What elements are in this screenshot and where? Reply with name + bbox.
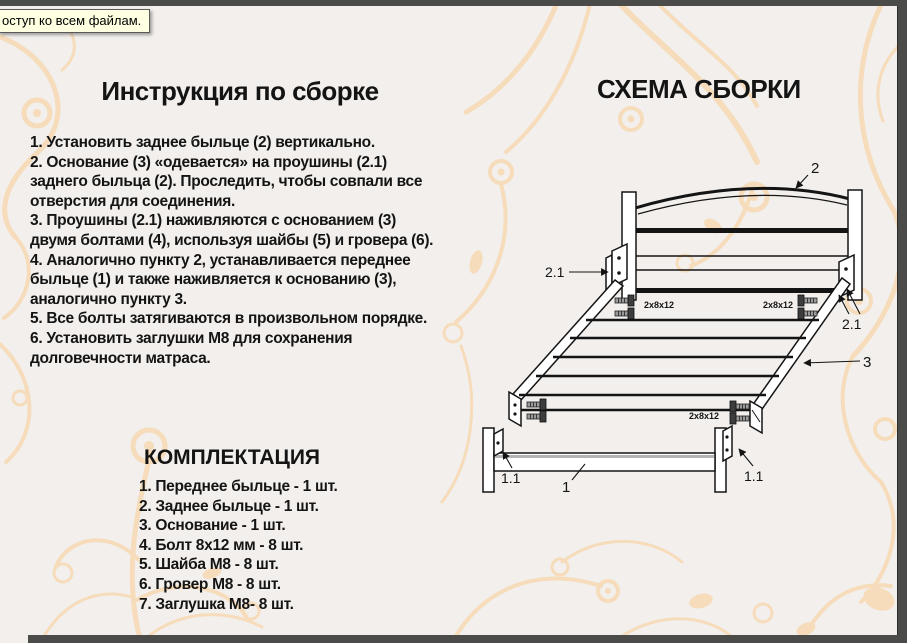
label-lug-left: 2.1 bbox=[545, 264, 565, 280]
instruction-line: двумя болтами (4), используя шайбы (5) и гровера (6). bbox=[30, 231, 434, 249]
label-front-lug-left: 1.1 bbox=[501, 470, 521, 486]
instruction-line: 2. Основание (3) «одевается» на проушины (2.1) bbox=[30, 153, 387, 171]
kit-item: 2. Заднее быльце - 1 шт. bbox=[139, 497, 319, 515]
window-right-bar bbox=[897, 0, 907, 643]
label-bolt-spec: 2x8x12 bbox=[644, 300, 675, 310]
label-lug-right: 2.1 bbox=[842, 316, 862, 332]
kit-item: 7. Заглушка М8- 8 шт. bbox=[139, 595, 294, 613]
instruction-line: 5. Все болты затягиваются в произвольном порядке. bbox=[30, 310, 428, 328]
instruction-line: заднего быльца (2). Проследить, чтобы совпали все bbox=[30, 173, 423, 191]
instruction-line: 6. Установить заглушки М8 для сохранения bbox=[30, 329, 353, 347]
front-lug-right-plate bbox=[723, 426, 732, 461]
base-drawing bbox=[509, 278, 850, 433]
instructions-title: Инструкция по сборке bbox=[101, 76, 379, 106]
kit-item: 6. Гровер М8 - 8 шт. bbox=[139, 575, 281, 593]
window-top-bar bbox=[0, 0, 907, 6]
schema-title: СХЕМА СБОРКИ bbox=[597, 74, 801, 104]
instruction-line: быльце (1) и также наживляется к основанию (3), bbox=[30, 271, 397, 289]
assembly-diagram bbox=[465, 152, 905, 502]
kit-item: 1. Переднее быльце - 1 шт. bbox=[139, 478, 338, 495]
label-front-lug-right: 1.1 bbox=[744, 468, 764, 484]
label-headboard: 2 bbox=[811, 160, 820, 177]
rail-endcap-left bbox=[509, 392, 521, 426]
bolt bbox=[615, 308, 634, 319]
instruction-line: долговечности матраса. bbox=[30, 349, 211, 367]
bolt bbox=[527, 411, 546, 422]
instruction-line: аналогично пункту 3. bbox=[30, 290, 187, 308]
kit-item: 3. Основание - 1 шт. bbox=[139, 517, 286, 535]
kit-title: КОМПЛЕКТАЦИЯ bbox=[144, 446, 321, 469]
instruction-line: 1. Установить заднее быльце (2) вертикально. bbox=[30, 134, 375, 151]
label-base: 3 bbox=[863, 354, 872, 371]
bolt bbox=[798, 295, 817, 306]
tooltip: оступ ко всем файлам. bbox=[0, 9, 150, 33]
bolt bbox=[527, 399, 546, 410]
headboard-drawing bbox=[606, 188, 862, 300]
instruction-line: 4. Аналогично пункту 2, устанавливается переднее bbox=[30, 251, 411, 269]
kit-item: 4. Болт 8х12 мм - 8 шт. bbox=[139, 536, 304, 554]
label-front-board: 1 bbox=[562, 479, 571, 496]
label-bolt-spec: 2x8x12 bbox=[763, 300, 794, 310]
bolt bbox=[730, 413, 749, 424]
instruction-line: отверстия для соединения. bbox=[30, 192, 236, 210]
label-bolt-spec: 2x8x12 bbox=[689, 411, 720, 421]
kit-list bbox=[139, 477, 338, 614]
kit-item: 5. Шайба М8 - 8 шт. bbox=[139, 556, 279, 574]
instruction-line: 3. Проушины (2.1) наживляются с основанием (3) bbox=[30, 212, 396, 230]
instructions-text bbox=[30, 133, 433, 368]
window-bottom-bar bbox=[28, 635, 898, 643]
